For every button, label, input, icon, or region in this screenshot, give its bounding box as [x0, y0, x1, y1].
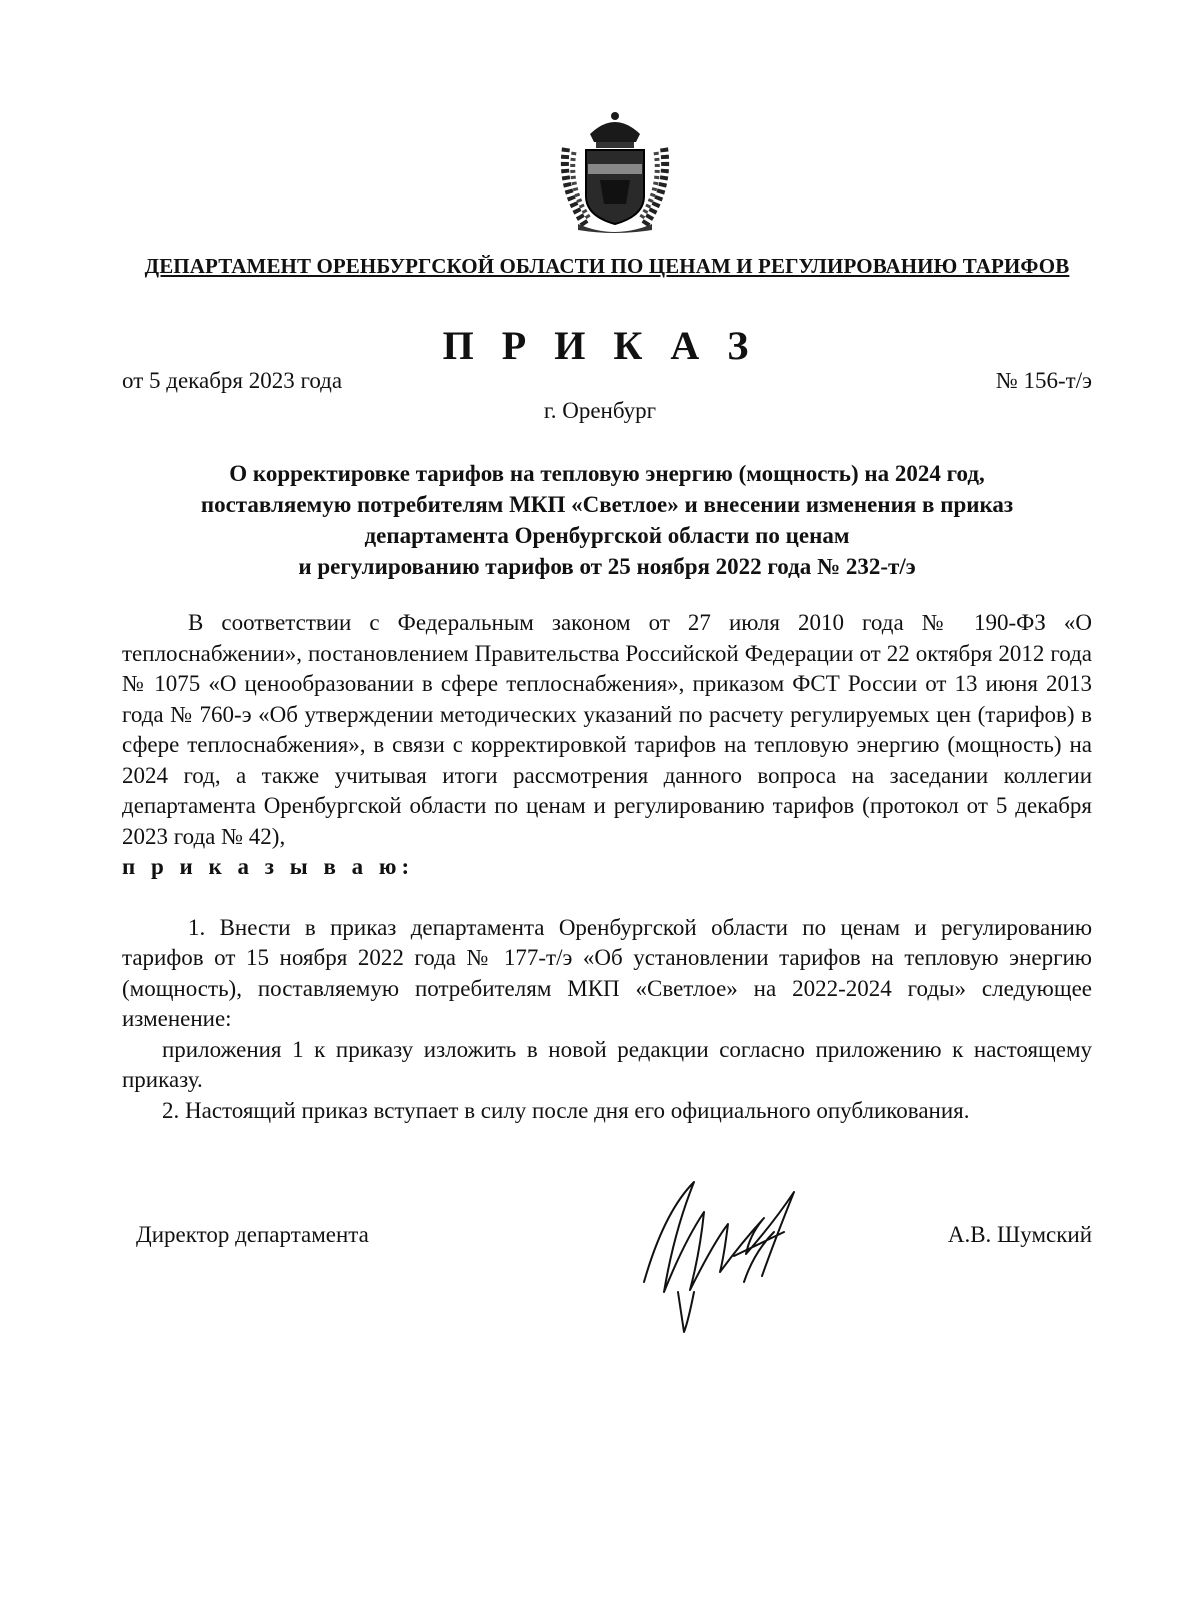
heading-line: департамента Оренбургской области по ценам	[364, 523, 850, 548]
order-number: № 156-т/э	[995, 368, 1092, 393]
signatory-position: Директор департамента	[136, 1222, 369, 1247]
document-type-title: П Р И К А З	[442, 323, 758, 368]
city-name: г. Оренбург	[543, 398, 657, 423]
handwritten-signature-icon	[624, 1172, 824, 1342]
preamble-paragraph: В соответствии с Федеральным законом от 27 июля 2010 года № 190-ФЗ «О теплоснабжении», постановлением Правительства Российской Федерации от 22 октября 2012 года № 1075 «О ценообразовании в сфере теплоснабжения», приказом ФСТ России от 13 июня 2013 года № 760-э «Об утверждении методических указаний по расчету регулируемых цен (тарифов) в сфере теплоснабжения», в связи с корректировкой тарифов на тепловую энергию (мощность) на 2024 год, а также учитывая итоги рассмотрения данного вопроса на заседании коллегии департамента Оренбургской области по ценам и регулированию тарифов (протокол от 5 декабря 2023 года № 42),	[122, 610, 1092, 849]
item-1-subparagraph: приложения 1 к приказу изложить в новой редакции согласно приложению к настоящему приказу.	[122, 1036, 1092, 1092]
heading-line: поставляемую потребителям МКП «Светлое» и внесении изменения в приказ	[200, 492, 1014, 517]
heading-line: и регулированию тарифов от 25 ноября 2022 года № 232-т/э	[298, 554, 916, 579]
order-heading	[122, 458, 1092, 582]
item-1-paragraph: 1. Внести в приказ департамента Оренбургской области по ценам и регулированию тарифов от 15 ноября 2022 года № 177-т/э «Об установлении тарифов на тепловую энергию (мощность), поставляемую потребителям МКП «Светлое» на 2022-2024 годы» следующее изменение:	[122, 914, 1092, 1031]
order-date: от 5 декабря 2023 года	[122, 368, 343, 393]
department-name: ДЕПАРТАМЕНТ ОРЕНБУРГСКОЙ ОБЛАСТИ ПО ЦЕНАМ И РЕГУЛИРОВАНИЮ ТАРИФОВ	[144, 254, 1070, 278]
order-word: п р и к а з ы в а ю:	[122, 854, 415, 879]
signatory-name: А.В. Шумский	[947, 1222, 1092, 1247]
heading-line: О корректировке тарифов на тепловую энергию (мощность) на 2024 год,	[229, 461, 985, 486]
order-body	[122, 608, 1092, 1126]
item-2-paragraph: 2. Настоящий приказ вступает в силу после дня его официального опубликования.	[162, 1097, 970, 1123]
coat-of-arms-icon	[556, 108, 674, 236]
